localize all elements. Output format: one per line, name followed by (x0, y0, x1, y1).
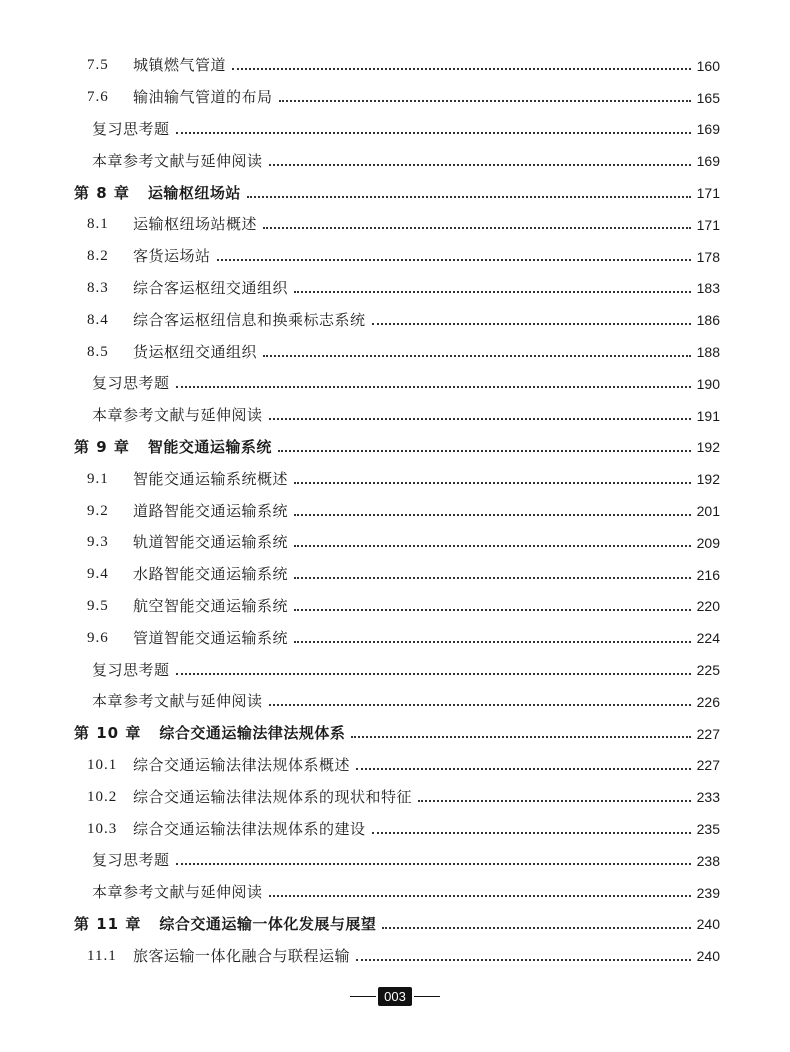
toc-misc-entry[interactable] (0, 845, 720, 877)
entry-page: 235 (696, 821, 720, 838)
toc-chapter-entry[interactable] (0, 718, 720, 750)
entry-number: 8.5 (87, 343, 109, 360)
entry-number: 第 10 章 (74, 724, 142, 743)
entry-title: 综合交通运输法律法规体系的现状和特征 (133, 787, 413, 806)
entry-title: 复习思考题 (92, 851, 170, 870)
toc-section-entry[interactable] (0, 50, 720, 82)
dot-leader (382, 926, 690, 929)
dot-leader (269, 163, 691, 166)
entry-page: 240 (696, 948, 720, 965)
entry-number: 8.1 (87, 216, 109, 233)
entry-page: 201 (696, 503, 720, 520)
toc-misc-entry[interactable] (0, 654, 720, 686)
entry-number: 9.2 (87, 502, 109, 519)
dot-leader (351, 735, 690, 738)
footer-rule-right (414, 996, 440, 997)
entry-number: 9.3 (87, 534, 109, 551)
entry-number: 7.6 (87, 89, 109, 106)
entry-title: 道路智能交通运输系统 (133, 501, 289, 520)
entry-page: 240 (696, 916, 720, 933)
entry-title: 智能交通运输系统 (147, 437, 272, 456)
dot-leader (294, 481, 691, 484)
entry-title: 综合交通运输一体化发展与展望 (159, 914, 377, 933)
entry-number: 第 8 章 (74, 183, 130, 202)
entry-page: 171 (696, 185, 720, 202)
entry-number: 7.5 (87, 57, 109, 74)
dot-leader (176, 131, 691, 134)
entry-page: 160 (696, 57, 720, 74)
toc-section-entry[interactable] (0, 209, 720, 241)
toc-section-entry[interactable] (0, 241, 720, 273)
entry-page: 227 (696, 725, 720, 742)
toc-misc-entry[interactable] (0, 686, 720, 718)
dot-leader (294, 513, 691, 516)
toc-section-entry[interactable] (0, 463, 720, 495)
entry-title: 复习思考题 (92, 660, 170, 679)
entry-title: 综合客运枢纽交通组织 (133, 278, 289, 297)
dot-leader (217, 258, 691, 261)
entry-page: 171 (696, 216, 720, 233)
entry-page: 226 (696, 693, 720, 710)
entry-title: 运输枢纽场站概述 (133, 215, 258, 234)
entry-page: 216 (696, 566, 720, 583)
entry-title: 综合交通运输法律法规体系 (159, 724, 346, 743)
toc-chapter-entry[interactable] (0, 909, 720, 941)
toc-section-entry[interactable] (0, 82, 720, 114)
entry-page: 186 (696, 312, 720, 329)
toc-section-entry[interactable] (0, 304, 720, 336)
entry-page: 165 (696, 89, 720, 106)
entry-title: 复习思考题 (92, 119, 170, 138)
toc-section-entry[interactable] (0, 273, 720, 305)
dot-leader (176, 862, 691, 865)
entry-title: 货运枢纽交通组织 (133, 342, 258, 361)
dot-leader (294, 576, 691, 579)
entry-page: 224 (696, 630, 720, 647)
toc-section-entry[interactable] (0, 813, 720, 845)
entry-title: 航空智能交通运输系统 (133, 596, 289, 615)
entry-number: 9.1 (87, 470, 109, 487)
entry-page: 233 (696, 789, 720, 806)
entry-title: 综合交通运输法律法规体系概述 (133, 755, 351, 774)
entry-page: 225 (696, 662, 720, 679)
entry-page: 169 (696, 121, 720, 138)
dot-leader (294, 544, 691, 547)
entry-number: 9.4 (87, 566, 109, 583)
entry-title: 轨道智能交通运输系统 (133, 533, 289, 552)
entry-number: 10.3 (87, 820, 118, 837)
dot-leader (294, 640, 691, 643)
toc-section-entry[interactable] (0, 940, 720, 972)
dot-leader (372, 322, 691, 325)
dot-leader (247, 195, 691, 198)
dot-leader (263, 226, 691, 229)
entry-number: 10.2 (87, 788, 118, 805)
toc-section-entry[interactable] (0, 622, 720, 654)
dot-leader (269, 703, 691, 706)
entry-title: 运输枢纽场站 (147, 183, 241, 202)
entry-number: 8.2 (87, 248, 109, 265)
dot-leader (176, 672, 691, 675)
entry-title: 综合客运枢纽信息和换乘标志系统 (133, 310, 366, 329)
entry-title: 旅客运输一体化融合与联程运输 (133, 946, 351, 965)
dot-leader (356, 958, 691, 961)
entry-page: 178 (696, 248, 720, 265)
toc-chapter-entry[interactable] (0, 177, 720, 209)
toc-misc-entry[interactable] (0, 114, 720, 146)
entry-title: 复习思考题 (92, 374, 170, 393)
dot-leader (294, 608, 691, 611)
entry-page: 192 (696, 439, 720, 456)
entry-title: 本章参考文献与延伸阅读 (92, 883, 263, 902)
entry-number: 第 11 章 (74, 914, 142, 933)
dot-leader (294, 290, 691, 293)
entry-title: 输油输气管道的布局 (133, 88, 273, 107)
entry-page: 239 (696, 884, 720, 901)
entry-title: 综合交通运输法律法规体系的建设 (133, 819, 366, 838)
entry-title: 城镇燃气管道 (133, 56, 227, 75)
entry-page: 183 (696, 280, 720, 297)
entry-page: 192 (696, 471, 720, 488)
toc-section-entry[interactable] (0, 527, 720, 559)
entry-page: 227 (696, 757, 720, 774)
entry-page: 209 (696, 534, 720, 551)
dot-leader (232, 67, 691, 70)
table-of-contents (0, 50, 790, 972)
toc-misc-entry[interactable] (0, 400, 720, 432)
entry-page: 169 (696, 153, 720, 170)
entry-title: 客货运场站 (133, 247, 211, 266)
entry-number: 9.6 (87, 629, 109, 646)
entry-number: 11.1 (87, 947, 117, 964)
toc-section-entry[interactable] (0, 559, 720, 591)
entry-number: 10.1 (87, 756, 118, 773)
entry-title: 本章参考文献与延伸阅读 (92, 692, 263, 711)
entry-title: 水路智能交通运输系统 (133, 565, 289, 584)
toc-misc-entry[interactable] (0, 145, 720, 177)
footer-rule-left (350, 996, 376, 997)
toc-section-entry[interactable] (0, 495, 720, 527)
toc-section-entry[interactable] (0, 750, 720, 782)
dot-leader (263, 354, 691, 357)
dot-leader (356, 767, 691, 770)
entry-number: 8.4 (87, 311, 109, 328)
toc-misc-entry[interactable] (0, 368, 720, 400)
dot-leader (279, 99, 691, 102)
toc-section-entry[interactable] (0, 336, 720, 368)
entry-title: 管道智能交通运输系统 (133, 628, 289, 647)
entry-title: 本章参考文献与延伸阅读 (92, 406, 263, 425)
entry-page: 188 (696, 344, 720, 361)
page-footer (0, 986, 790, 1006)
entry-page: 220 (696, 598, 720, 615)
entry-title: 本章参考文献与延伸阅读 (92, 151, 263, 170)
entry-page: 191 (696, 407, 720, 424)
dot-leader (176, 385, 691, 388)
dot-leader (418, 799, 691, 802)
entry-number: 第 9 章 (74, 437, 130, 456)
dot-leader (269, 894, 691, 897)
entry-page: 238 (696, 852, 720, 869)
entry-page: 190 (696, 375, 720, 392)
page-number: 003 (378, 987, 412, 1006)
toc-section-entry[interactable] (0, 781, 720, 813)
entry-title: 智能交通运输系统概述 (133, 469, 289, 488)
entry-number: 8.3 (87, 279, 109, 296)
dot-leader (372, 831, 691, 834)
toc-chapter-entry[interactable] (0, 432, 720, 464)
toc-misc-entry[interactable] (0, 877, 720, 909)
toc-section-entry[interactable] (0, 591, 720, 623)
dot-leader (269, 417, 691, 420)
dot-leader (278, 449, 691, 452)
entry-number: 9.5 (87, 597, 109, 614)
